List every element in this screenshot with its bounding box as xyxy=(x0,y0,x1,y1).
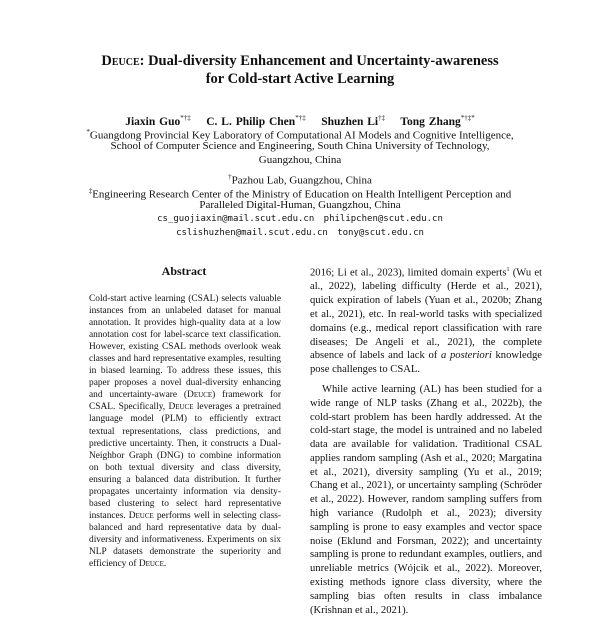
intro-paragraph-1 xyxy=(310,264,542,377)
affiliation-3-line2: Paralleled Digital-Human, Guangzhou, China xyxy=(199,199,401,211)
body-text: (Wu et al., 2022), labeling difficulty (Herde et al., 2021), quick expiration of labels (Yuan et al., 2020b; Zhang et al., 2021), etc. In real-world tasks with specialized domains (e.g., medical report classification with rare diseases; De Angeli et al., 2021), the complete absence of labels and lack of xyxy=(310,267,543,362)
author-name: Tong Zhang xyxy=(400,115,461,128)
abstract-text: leverages a pretrained language model (PLM) to efficiently extract textual representations, class predictions, and predictive uncertainty. Then, it constructs a Dual-Neighbor Graph (DNG) to combine information on both textual diversity and class diversity, ensuring a balanced data distribution. It further propagates uncertainty information via density-based clustering to select hard representative instances. xyxy=(89,402,281,521)
author-name: Jiaxin Guo xyxy=(125,115,181,128)
email-chen[interactable]: philipchen@scut.edu.cn xyxy=(323,214,443,224)
email-row-1 xyxy=(40,213,560,225)
author-name: C. L. Philip Chen xyxy=(206,115,296,128)
affiliation-text: Guangdong Provincial Key Laboratory of Computational AI Models and Cognitive Intelligence, xyxy=(89,129,514,142)
method-name: Deuce xyxy=(168,402,194,413)
method-name: Deuce xyxy=(138,559,164,570)
author-name: Shuzhen Li xyxy=(321,115,379,128)
affiliation-text: Engineering Research Center of the Ministry of Education on Health Intelligent Perception and xyxy=(92,188,512,201)
abstract-text: . xyxy=(163,559,167,570)
affiliation-mark: ‡ xyxy=(88,187,93,195)
abstract-heading: Abstract xyxy=(161,264,207,278)
body-text: knowledge pose challenges to CSAL. xyxy=(310,350,542,376)
email-zhang[interactable]: tony@scut.edu.cn xyxy=(337,228,424,238)
abstract-body xyxy=(89,293,281,593)
email-row-2 xyxy=(40,227,560,239)
email-li[interactable]: cslishuzhen@mail.scut.edu.cn xyxy=(176,228,328,238)
abstract-paragraph xyxy=(89,293,281,570)
method-name: Deuce xyxy=(187,390,213,401)
affiliation-mark: * xyxy=(86,128,90,136)
intro-paragraph-2: While active learning (AL) has been studied for a wide range of NLP tasks (Zhang et al., 2022b), the cold-start problem has been hardly addressed. At the cold-start stage, the model is untrained and no labeled data are available for validation. Traditional CSAL applies random sampling (Ash et al., 2020; Margatina et al., 2021), diversity sampling (Yu et al., 2019; Chang et al., 2021), or uncertainty sampling (Schröder et al., 2022). However, random sampling suffers from high variance (Rudolph et al., 2023); diversity sampling is prone to easy examples and vector space noise (Eklund and Forsman, 2022); and uncertainty sampling is prone to redundant examples, outliers, and unreliable metrics (Wójcik et al., 2022). Moreover, existing methods ignore class diversity, where the sampling bias often results in class imbalance (Krishnan et al., 2021). xyxy=(310,383,542,616)
body-text: 2016; Li et al., 2023), limited domain experts xyxy=(310,267,507,279)
affiliation-1-line3: Guangzhou, China xyxy=(258,154,342,166)
abstract-text: performs well in selecting class-balanced and hard representative data by dual-diversity and informativeness. Experiments on six NLP datasets demonstrate the superiority and efficiency of xyxy=(89,510,281,570)
author-marks: *†‡ xyxy=(295,114,306,122)
method-name: Deuce xyxy=(128,510,154,521)
italic-term: a posteriori xyxy=(441,350,492,362)
affiliation-1-line2: School of Computer Science and Engineering, South China University of Technology, xyxy=(110,140,490,152)
author-marks: *†‡* xyxy=(460,114,475,122)
author-marks: *†‡ xyxy=(180,114,191,122)
affiliation-mark: † xyxy=(228,173,232,181)
abstract-text: Cold-start active learning (CSAL) selects valuable instances from an unlabeled dataset for manual annotation. It provides high-quality data at a low annotation cost for label-scarce text classification. However, existing CSAL methods overlook weak classes and hard representative examples, resulting in biased learning. To address these issues, this paper proposes a novel dual-diversity enhancing and uncertainty-aware ( xyxy=(89,294,281,401)
footnote-mark[interactable]: 1 xyxy=(506,267,510,273)
affiliation-text: Pazhou Lab, Guangzhou, China xyxy=(231,174,372,187)
intro-column xyxy=(310,264,543,616)
title-rest: : Dual-diversity Enhancement and Uncertainty-awareness xyxy=(139,53,499,69)
author-marks: †‡ xyxy=(378,114,386,122)
method-name: Deuce xyxy=(101,53,140,69)
email-guo[interactable]: cs_guojiaxin@mail.scut.edu.cn xyxy=(157,214,315,224)
abstract-text: ) framework for CSAL. Specifically, xyxy=(89,390,281,413)
paper-title-line2: for Cold-start Active Learning xyxy=(205,71,395,87)
paper-title-line1 xyxy=(40,52,560,70)
